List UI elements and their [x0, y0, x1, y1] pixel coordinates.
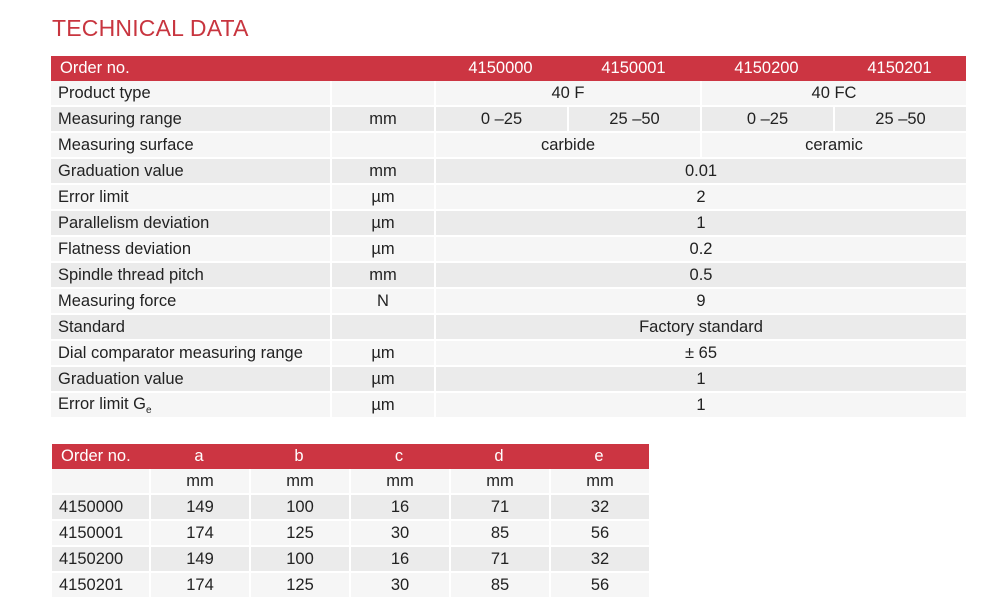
table-row	[51, 341, 966, 367]
dim-d-header: d	[449, 444, 549, 469]
order-number-4150001: 4150001	[567, 56, 700, 81]
dim-b-header: b	[249, 444, 349, 469]
row-unit	[330, 81, 434, 107]
row-value: 9	[434, 289, 966, 315]
order-no-cell: 4150001	[52, 521, 149, 547]
row-unit: µm	[330, 211, 434, 237]
table-cell: 85	[449, 521, 549, 547]
row-label: Spindle thread pitch	[51, 263, 330, 289]
order-no-cell: 4150201	[52, 573, 149, 599]
table-row	[51, 185, 966, 211]
table-cell: 71	[449, 547, 549, 573]
table-row	[51, 393, 966, 419]
table-cell: 149	[149, 495, 249, 521]
table-cell: 149	[149, 547, 249, 573]
table-row	[51, 315, 966, 341]
row-label: Flatness deviation	[51, 237, 330, 263]
table-row	[52, 547, 649, 573]
row-label: Dial comparator measuring range	[51, 341, 330, 367]
dim-e-header: e	[549, 444, 649, 469]
order-no-header: Order no.	[52, 444, 149, 469]
table-row	[51, 263, 966, 289]
row-value: 0.5	[434, 263, 966, 289]
table-row	[51, 237, 966, 263]
table-row	[51, 159, 966, 185]
table-row	[51, 133, 966, 159]
table-row	[52, 573, 649, 599]
table-row	[51, 211, 966, 237]
row-unit: N	[330, 289, 434, 315]
table-cell: 16	[349, 495, 449, 521]
table-row	[52, 495, 649, 521]
table-cell: 174	[149, 521, 249, 547]
table-cell: 125	[249, 521, 349, 547]
table-header-row	[51, 56, 966, 81]
row-label: Parallelism deviation	[51, 211, 330, 237]
error-limit-ge-label: Error limit G	[58, 394, 146, 413]
order-no-cell: 4150200	[52, 547, 149, 573]
table-cell: 16	[349, 547, 449, 573]
order-number-4150201: 4150201	[833, 56, 966, 81]
row-value: 1	[434, 367, 966, 393]
table-cell: 56	[549, 573, 649, 599]
unit-cell: mm	[349, 469, 449, 495]
row-label: Product type	[51, 81, 330, 107]
table-row	[51, 81, 966, 107]
table-cell: 100	[249, 547, 349, 573]
row-value: 1	[434, 393, 966, 419]
unit-header	[330, 56, 434, 81]
row-label: Error limit	[51, 185, 330, 211]
table-cell: 32	[549, 495, 649, 521]
row-value: 25 –50	[567, 107, 700, 133]
technical-data-table	[51, 56, 966, 419]
row-value: 40 FC	[700, 81, 966, 107]
page-title: TECHNICAL DATA	[52, 15, 249, 41]
order-number-4150000: 4150000	[434, 56, 567, 81]
table-cell: 56	[549, 521, 649, 547]
row-value: 0 –25	[700, 107, 833, 133]
dimensions-table	[52, 444, 649, 599]
row-label: Measuring force	[51, 289, 330, 315]
unit-cell: mm	[549, 469, 649, 495]
table-cell: 125	[249, 573, 349, 599]
row-value: Factory standard	[434, 315, 966, 341]
row-unit	[330, 133, 434, 159]
table-row	[51, 289, 966, 315]
row-unit: µm	[330, 393, 434, 419]
table-cell: 174	[149, 573, 249, 599]
row-value: 0 –25	[434, 107, 567, 133]
table-cell: 32	[549, 547, 649, 573]
row-label: Measuring range	[51, 107, 330, 133]
row-unit: µm	[330, 341, 434, 367]
row-label	[51, 393, 330, 419]
unit-cell: mm	[449, 469, 549, 495]
row-unit: µm	[330, 237, 434, 263]
table-cell: 71	[449, 495, 549, 521]
row-label: Graduation value	[51, 367, 330, 393]
table-cell: 30	[349, 521, 449, 547]
table-row	[52, 521, 649, 547]
row-unit: mm	[330, 263, 434, 289]
table-cell: 30	[349, 573, 449, 599]
row-label: Measuring surface	[51, 133, 330, 159]
row-value: 0.2	[434, 237, 966, 263]
dim-a-header: a	[149, 444, 249, 469]
dims-header-row	[52, 444, 649, 469]
row-unit: µm	[330, 367, 434, 393]
table-row	[51, 107, 966, 133]
row-value: carbide	[434, 133, 700, 159]
error-limit-ge-subscript: e	[146, 404, 152, 416]
row-unit	[330, 315, 434, 341]
row-value: ± 65	[434, 341, 966, 367]
row-value: 0.01	[434, 159, 966, 185]
unit-cell: mm	[249, 469, 349, 495]
dim-c-header: c	[349, 444, 449, 469]
row-label: Standard	[51, 315, 330, 341]
row-value: 40 F	[434, 81, 700, 107]
unit-cell: mm	[149, 469, 249, 495]
row-value: ceramic	[700, 133, 966, 159]
table-cell: 85	[449, 573, 549, 599]
order-no-cell: 4150000	[52, 495, 149, 521]
row-value: 25 –50	[833, 107, 966, 133]
row-value: 2	[434, 185, 966, 211]
row-unit: µm	[330, 185, 434, 211]
order-no-header: Order no.	[51, 56, 330, 81]
table-row	[51, 367, 966, 393]
row-value: 1	[434, 211, 966, 237]
table-cell: 100	[249, 495, 349, 521]
row-unit: mm	[330, 107, 434, 133]
units-row	[52, 469, 649, 495]
order-number-4150200: 4150200	[700, 56, 833, 81]
unit-cell	[52, 469, 149, 495]
row-label: Graduation value	[51, 159, 330, 185]
row-unit: mm	[330, 159, 434, 185]
